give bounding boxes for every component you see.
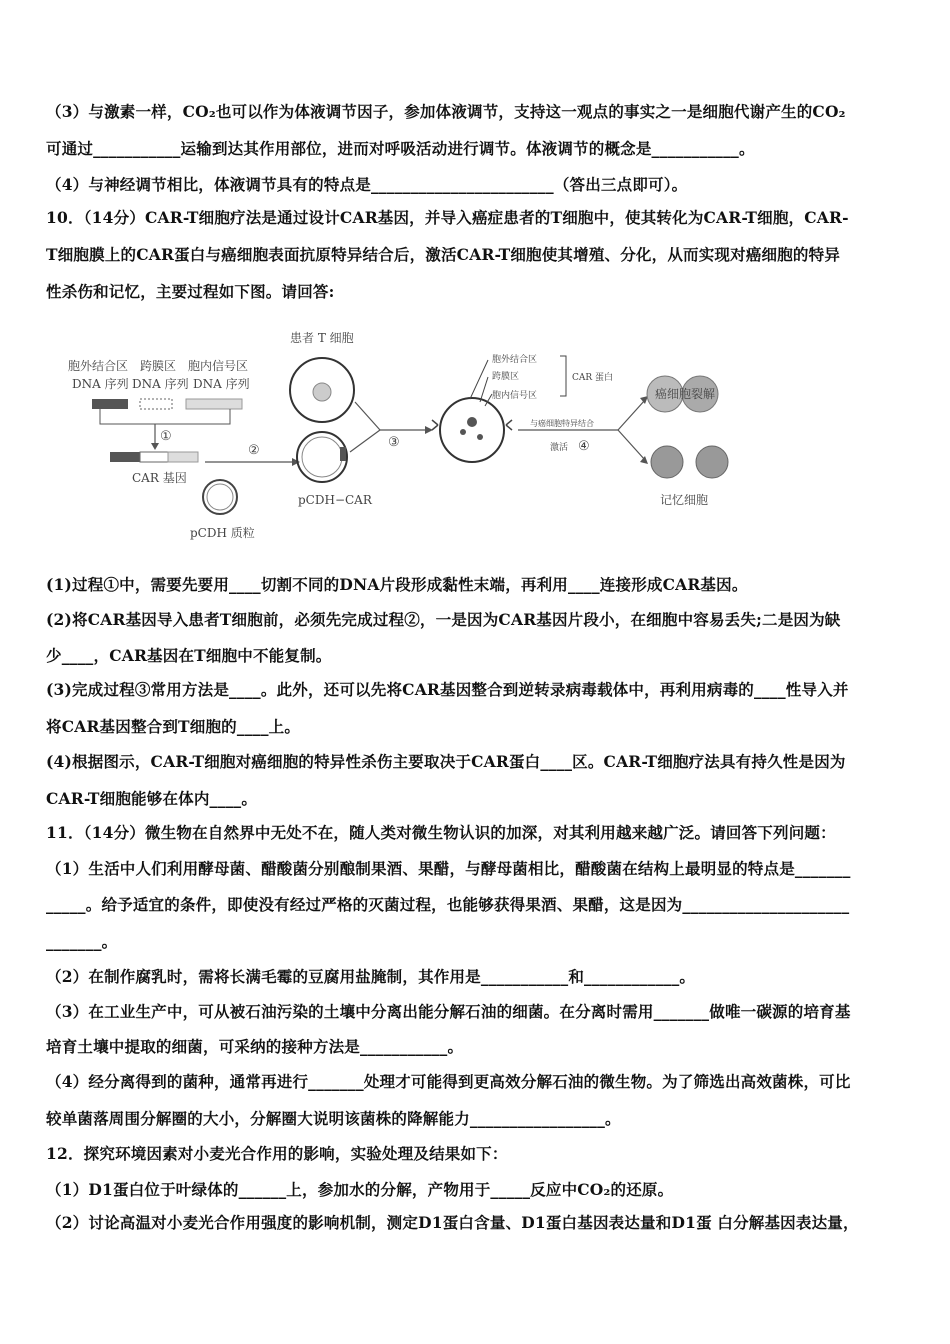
memory-cell-2 — [696, 446, 728, 478]
t-cell-nucleus — [313, 383, 331, 401]
q11-sub2: （2）在制作腐乳时，需将长满毛霉的豆腐用盐腌制，其作用是___________和____________。 — [46, 967, 696, 986]
label-extracellular: 胞外结合区 — [68, 359, 129, 373]
car-t-cell — [440, 398, 504, 462]
text-line: T细胞膜上的CAR蛋白与癌细胞表面抗原特异结合后，激活CAR-T细胞使其增殖、分化，从而实现对癌细胞的特异 — [46, 245, 841, 264]
label-dna-seq-1: DNA 序列 — [72, 377, 129, 391]
q11-sub1: （1）生活中人们利用酵母菌、醋酸菌分别酿制果酒、果醋，与酵母菌相比，醋酸菌在结构上最明显的特点是_______ — [46, 859, 851, 878]
label-dna-seq-2: DNA 序列 — [132, 377, 189, 391]
text-line: _____。给予适宜的条件，即使没有经过严格的灭菌过程，也能够获得果酒、果醋，这是因为_____________________ — [46, 895, 850, 914]
text-line: 少____，CAR基因在T细胞中不能复制。 — [46, 646, 332, 665]
text-line: （3）与激素一样，CO₂也可以作为体液调节因子，参加体液调节，支持这一观点的事实之一是细胞代谢产生的CO₂ — [46, 102, 846, 121]
text-line: （4）与神经调节相比，体液调节具有的特点是_______________________（答出三点即可）。 — [46, 175, 688, 194]
q10-sub3: (3)完成过程③常用方法是____。此外，还可以先将CAR基因整合到逆转录病毒载体中，再利用病毒的____性导入并 — [46, 680, 849, 699]
pcdh-car-plasmid — [297, 432, 347, 482]
label-transmembrane: 跨膜区 — [140, 359, 177, 373]
q11-sub4: （4）经分离得到的菌种，通常再进行_______处理才可能得到更高效分解石油的微生物。为了筛选出高效菌株，可比 — [46, 1072, 851, 1091]
step-4-label: ④ — [578, 439, 590, 454]
text-line: 可通过___________运输到达其作用部位，进而对呼吸活动进行调节。体液调节的概念是___________。 — [46, 139, 755, 158]
label-tm-small: 跨膜区 — [492, 372, 520, 382]
label-intra-small: 胞内信号区 — [492, 391, 538, 401]
q12-sub1: （1）D1蛋白位于叶绿体的______上，参加水的分解，产物用于_____反应中CO₂的还原。 — [46, 1180, 674, 1199]
text-line: 培育土壤中提取的细菌，可采纳的接种方法是___________。 — [46, 1037, 464, 1056]
car-gene-part-2 — [140, 452, 168, 462]
text-line: 性杀伤和记忆，主要过程如下图。请回答: — [46, 282, 335, 301]
question-12-line: 12．探究环境因素对小麦光合作用的影响，实验处理及结果如下： — [46, 1144, 508, 1163]
label-intracellular: 胞内信号区 — [188, 359, 249, 373]
label-activate: 激活 — [550, 443, 569, 453]
car-gene-part-1 — [110, 452, 140, 462]
text-line: CAR-T细胞能够在体内____。 — [46, 789, 258, 808]
label-memory-cell: 记忆细胞 — [660, 493, 709, 507]
label-pcdh-plasmid: pCDH 质粒 — [190, 526, 255, 540]
memory-cell-1 — [651, 446, 683, 478]
label-car-gene: CAR 基因 — [132, 471, 187, 485]
label-ext-small: 胞外结合区 — [492, 355, 538, 365]
extracellular-dna-segment — [92, 399, 128, 409]
q10-sub1: (1)过程①中，需要先要用____切割不同的DNA片段形成黏性末端，再利用____连接形成CAR基因。 — [46, 575, 748, 594]
text-line: 较单菌落周围分解圈的大小，分解圈大说明该菌株的降解能力_________________。 — [46, 1109, 621, 1128]
step-2-label: ② — [248, 443, 260, 458]
transmembrane-dna-segment — [140, 399, 172, 409]
pcdh-plasmid — [203, 480, 237, 514]
q10-sub2: (2)将CAR基因导入患者T细胞前，必须先完成过程②，一是因为CAR基因片段小，在细胞中容易丢失;二是因为缺 — [46, 610, 841, 629]
intracellular-dna-segment — [186, 399, 242, 409]
label-lysis: 癌细胞裂解 — [655, 387, 716, 401]
label-pcdh-car: pCDH−CAR — [298, 493, 372, 507]
step-3-label: ③ — [388, 435, 400, 450]
label-binding: 与癌细胞特异结合 — [530, 419, 594, 428]
car-gene-part-3 — [168, 452, 198, 462]
question-11-line: 11．（14分）微生物在自然界中无处不在，随人类对微生物认识的加深，对其利用越来越广泛。请回答下列问题： — [46, 823, 836, 842]
text-line: _______。 — [46, 932, 118, 951]
label-patient-t-cell: 患者 T 细胞 — [290, 331, 354, 345]
step-1-label: ① — [160, 429, 172, 444]
label-dna-seq-3: DNA 序列 — [193, 377, 250, 391]
text-line: 将CAR基因整合到T细胞的____上。 — [46, 717, 301, 736]
q12-sub2: （2）讨论高温对小麦光合作用强度的影响机制，测定D1蛋白含量、D1蛋白基因表达量和D1蛋 白分解基因表达量， — [46, 1213, 859, 1232]
q11-sub3: （3）在工业生产中，可从被石油污染的土壤中分离出能分解石油的细菌。在分离时需用_______做唯一碳源的培育基 — [46, 1002, 851, 1021]
question-10-line: 10．（14分）CAR-T细胞疗法是通过设计CAR基因，并导入癌症患者的T细胞中，使其转化为CAR-T细胞，CAR- — [46, 208, 849, 227]
q10-sub4: (4)根据图示，CAR-T细胞对癌细胞的特异性杀伤主要取决于CAR蛋白____区。CAR-T细胞疗法具有持久性是因为 — [46, 752, 846, 771]
label-car-protein: CAR 蛋白 — [572, 373, 614, 383]
car-t-process-diagram — [60, 322, 770, 552]
